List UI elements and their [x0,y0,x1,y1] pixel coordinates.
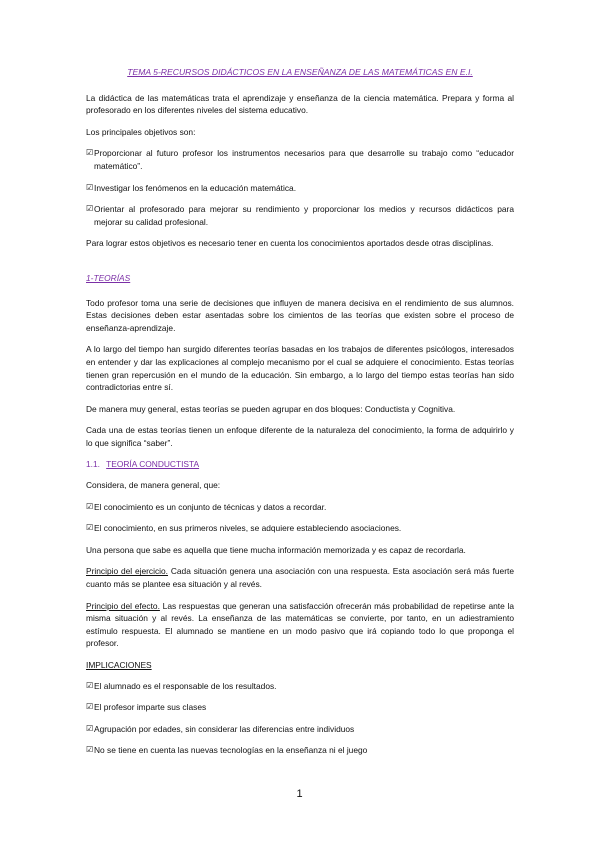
section-heading-teorias: 1-TEORÍAS [86,272,131,283]
implication-text: Agrupación por edades, sin considerar las diferencias entre individuos [94,723,355,734]
objectives-label: Los principales objetivos son: [86,126,196,137]
checkmark-box-icon: ☑ [86,723,94,733]
principle-efecto-text: Las respuestas que generan una satisfacción ofrecerán más probabilidad de repetirse ante la misma situación y al revés. La enseñanza de las matemáticas se convierte, por tanto, en un adiestramiento estímulo respuesta. El alumnado se mantiene en un modo pasivo que irá copiando todo lo que proponga el profesor. [86,600,514,649]
checkmark-box-icon: ☑ [86,501,94,511]
checkmark-box-icon: ☑ [86,182,94,192]
saber-paragraph: Una persona que sabe es aquella que tiene mucha información memorizada y es capaz de recordarla. [86,544,466,555]
checkmark-box-icon: ☑ [86,745,94,755]
document-body [86,66,514,766]
principle-ejercicio-paragraph [86,565,514,590]
section1-paragraph: A lo largo del tiempo han surgido diferentes teorías basadas en los trabajos de diferentes psicólogos, interesados en entender y dar las explicaciones al complejo mecanismo por el cual se adquiere el conocimiento. Estas teorías tienen gran repercusión en el mundo de la educación. Sin embargo, a lo largo del tiempo estas teorías han sido contradictorias entre sí. [86,344,514,393]
implications-heading: IMPLICACIONES [86,660,152,670]
subsection-title: TEORÍA CONDUCTISTA [106,459,200,470]
implication-text: El profesor imparte sus clases [94,702,207,713]
objective-text: Orientar al profesorado para mejorar su rendimiento y proporcionar los medios y recursos didácticos para mejorar su calidad profesional. [94,204,514,227]
implication-item [86,680,514,693]
checkmark-box-icon: ☑ [86,204,94,214]
conductista-intro: Considera, de manera general, que: [86,480,221,491]
section1-paragraph: De manera muy general, estas teorías se pueden agrupar en dos bloques: Conductista y Cognitiva. [86,403,456,414]
objective-item [86,182,514,195]
conductista-item [86,522,514,535]
principle-efecto-label: Principio del efecto. [86,600,160,611]
objective-text: Investigar los fenómenos en la educación matemática. [94,182,297,193]
checkmark-box-icon: ☑ [86,702,94,712]
section1-paragraph: Todo profesor toma una serie de decisiones que influyen de manera decisiva en el rendimiento de sus alumnos. Estas decisiones deben estar asentadas sobre los cimientos de las teorías que existen sobre el proceso de enseñanza-aprendizaje. [86,297,514,333]
objective-item [86,203,514,228]
section1-paragraph: Cada una de estas teorías tienen un enfoque diferente de la naturaleza del conocimiento, la forma de adquirirlo y lo que significa “saber”. [86,425,514,448]
checkmark-box-icon: ☑ [86,148,94,158]
page-number: 1 [296,788,303,800]
implication-text: No se tiene en cuenta las nuevas tecnologías en la enseñanza ni el juego [94,745,368,756]
subsection-heading-conductista [86,458,514,471]
objectives-note: Para lograr estos objetivos es necesario tener en cuenta los conocimientos aportados desde otras disciplinas. [86,238,494,249]
document-title: TEMA 5-RECURSOS DIDÁCTICOS EN LA ENSEÑANZA DE LAS MATEMÁTICAS EN E.I. [127,67,473,77]
intro-paragraph: La didáctica de las matemáticas trata el aprendizaje y enseñanza de la ciencia matemática. Prepara y forma al profesorado en los diferentes niveles del sistema educativo. [86,92,514,116]
principle-ejercicio-text: Cada situación genera una asociación con una respuesta. Esta asociación será más fuerte cuanto más se plantee esa situación y al revés. [86,566,514,590]
checkmark-box-icon: ☑ [86,680,94,690]
principle-efecto-paragraph [86,600,514,650]
implication-text: El alumnado es el responsable de los resultados. [94,680,277,691]
implication-item [86,744,514,757]
checkmark-box-icon: ☑ [86,523,94,533]
implication-item [86,701,514,714]
implication-item [86,723,514,736]
conductista-item-text: El conocimiento, en sus primeros niveles, se adquiere estableciendo asociaciones. [94,523,402,534]
conductista-item [86,501,514,514]
objective-text: Proporcionar al futuro profesor los instrumentos necesarios para que desarrolle su trabajo como “educador matemático”. [94,148,514,171]
subsection-number: 1.1. [86,459,100,470]
objective-item [86,147,514,172]
conductista-item-text: El conocimiento es un conjunto de técnicas y datos a recordar. [94,501,327,512]
principle-ejercicio-label: Principio del ejercicio. [86,566,169,577]
